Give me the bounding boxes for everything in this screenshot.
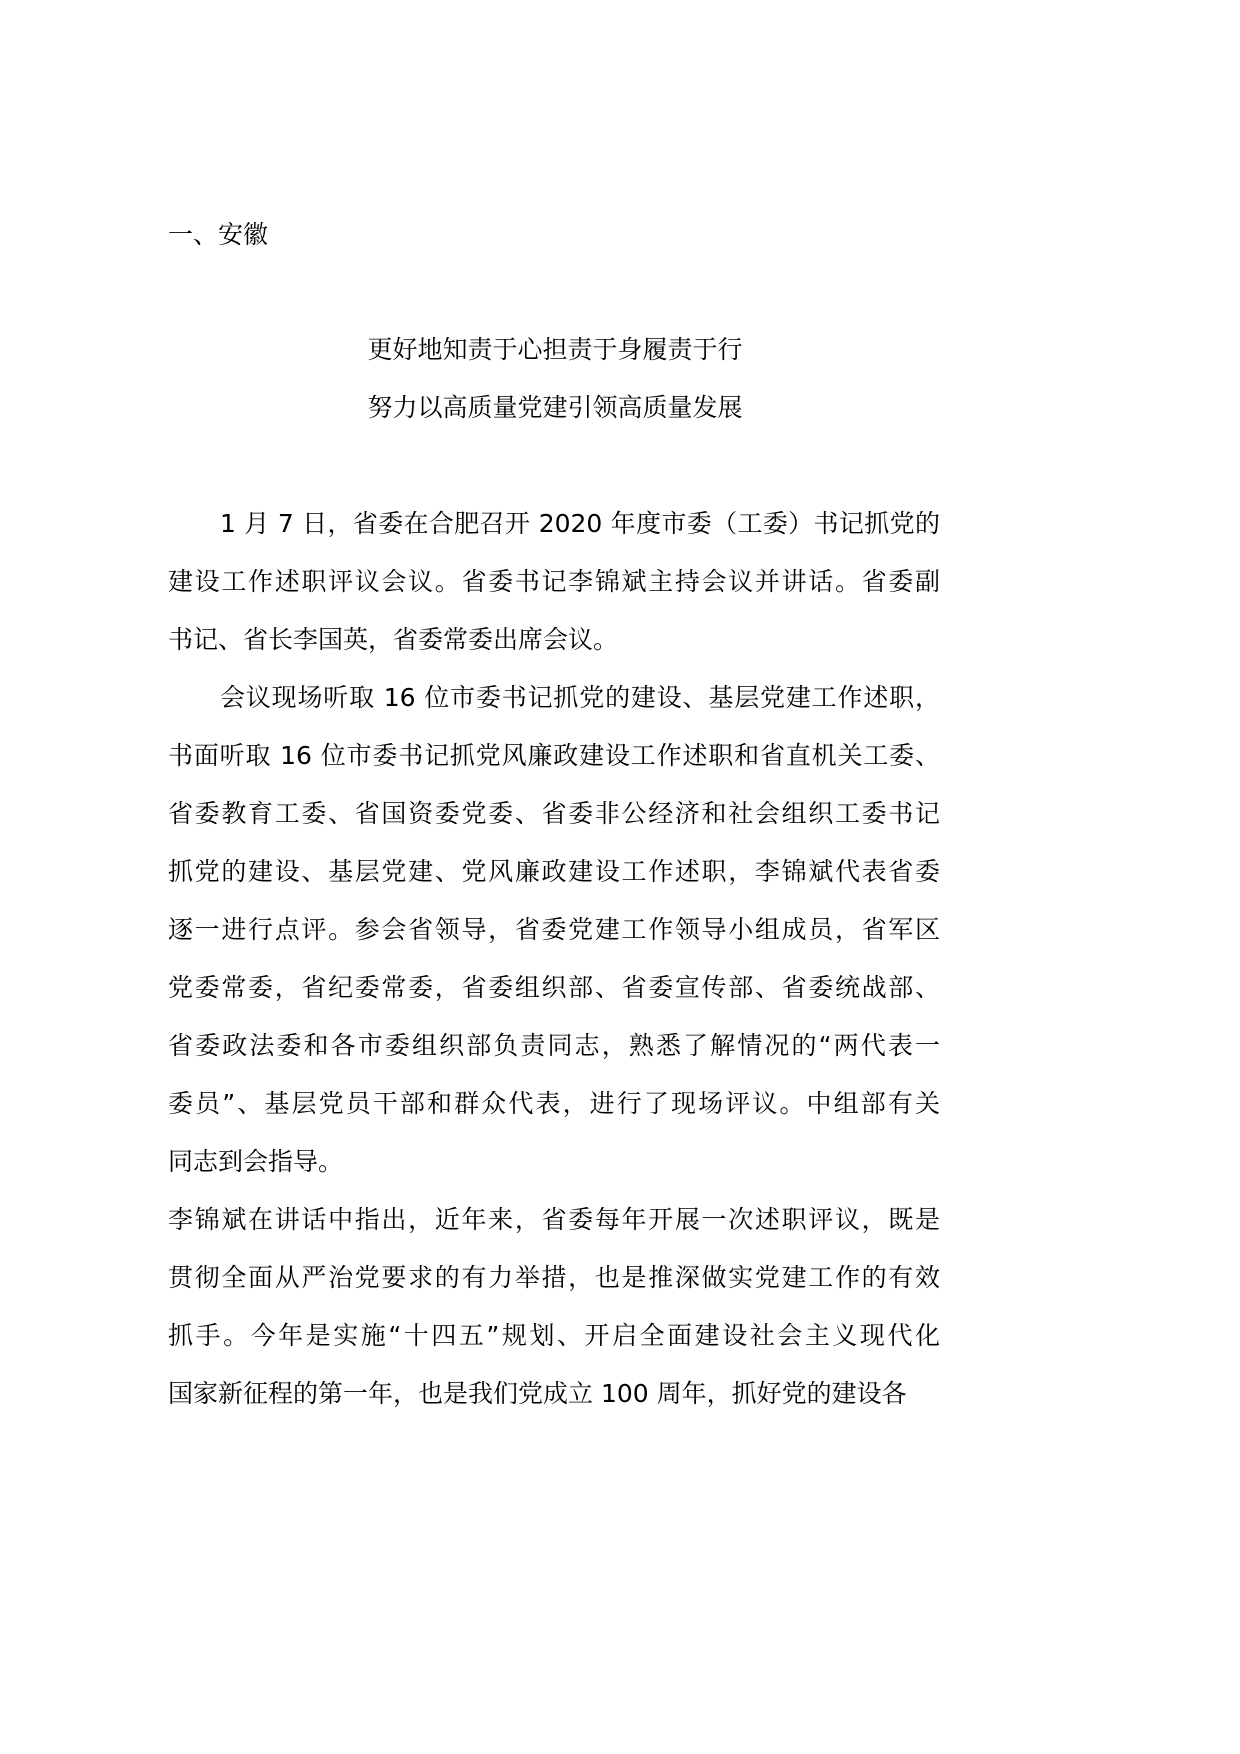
paragraph-2-line: 会议现场听取 16 位市委书记抓党的建设、基层党建工作述职，	[220, 683, 940, 712]
paragraph-1-line: 书记、省长李国英，省委常委出席会议。	[168, 625, 619, 654]
paragraph-1-line: 1 月 7 日，省委在合肥召开 2020 年度市委（工委）书记抓党的	[220, 509, 940, 538]
paragraph-2-line: 抓党的建设、基层党建、党风廉政建设工作述职，李锦斌代表省委	[168, 857, 940, 886]
paragraph-2-line: 逐一进行点评。参会省领导，省委党建工作领导小组成员，省军区	[168, 915, 940, 944]
paragraph-2-line: 书面听取 16 位市委书记抓党风廉政建设工作述职和省直机关工委、	[168, 741, 940, 770]
paragraph-2-line: 委员”、基层党员干部和群众代表，进行了现场评议。中组部有关	[168, 1089, 940, 1118]
paragraph-3-line: 国家新征程的第一年，也是我们党成立 100 周年，抓好党的建设各	[168, 1379, 907, 1408]
title-line-2: 努力以高质量党建引领高质量发展	[367, 393, 743, 422]
paragraph-3-line: 李锦斌在讲话中指出，近年来，省委每年开展一次述职评议，既是	[168, 1205, 940, 1234]
section-heading: 一、安徽	[168, 220, 269, 249]
paragraph-2-line: 党委常委，省纪委常委，省委组织部、省委宣传部、省委统战部、	[168, 973, 940, 1002]
title-line-1: 更好地知责于心担责于身履责于行	[367, 335, 743, 364]
paragraph-2-line: 省委政法委和各市委组织部负责同志，熟悉了解情况的“两代表一	[168, 1031, 940, 1060]
paragraph-2-line: 同志到会指导。	[168, 1147, 344, 1176]
paragraph-3-line: 抓手。今年是实施“十四五”规划、开启全面建设社会主义现代化	[168, 1321, 940, 1350]
paragraph-3-line: 贯彻全面从严治党要求的有力举措，也是推深做实党建工作的有效	[168, 1263, 940, 1292]
paragraph-2-line: 省委教育工委、省国资委党委、省委非公经济和社会组织工委书记	[168, 799, 940, 828]
paragraph-1-line: 建设工作述职评议会议。省委书记李锦斌主持会议并讲话。省委副	[168, 567, 940, 596]
